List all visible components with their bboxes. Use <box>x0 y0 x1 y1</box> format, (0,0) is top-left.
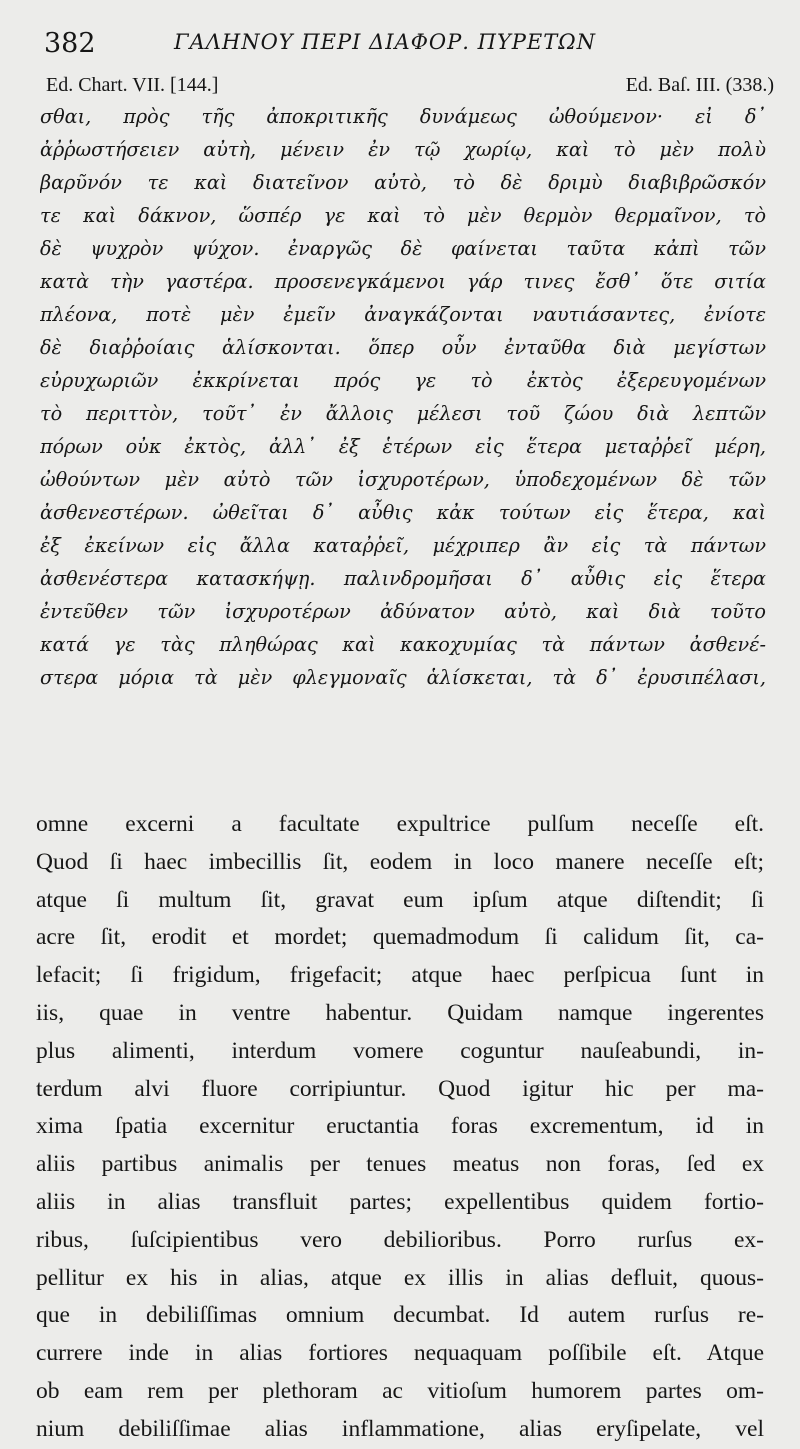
running-title: ΓΑΛΗΝΟΥ ΠΕΡΙ ΔΙΑΦΟΡ. ΠΥΡΕΤΩΝ <box>174 30 597 54</box>
greek-line: ἐξ ἐκείνων εἰς ἄλλα καταῤῥεῖ, μέχριπερ ἂν εἰς τὰ πάντων <box>40 534 766 557</box>
latin-line: ob eam rem per plethoram ac vitioſum humorem partes om- <box>36 1377 764 1404</box>
greek-line: πόρων οὐκ ἐκτὸς, ἀλλ᾽ ἐξ ἑτέρων εἰς ἕτερα μεταῤῥεῖ μέρη, <box>40 435 766 458</box>
latin-line: lefacit; ſi frigidum, frigefacit; atque haec perſpicua ſunt in <box>36 962 764 989</box>
latin-line: Quod ſi haec imbecillis ſit, eodem in loco manere neceſſe eſt; <box>36 848 764 875</box>
greek-text-block <box>40 100 766 694</box>
page-number: 382 <box>44 28 96 59</box>
latin-line: acre ſit, erodit et mordet; quemadmodum ſi calidum ſit, ca- <box>36 924 764 951</box>
greek-line: ἐντεῦθεν τῶν ἰσχυροτέρων ἀδύνατον αὐτὸ, καὶ διὰ τοῦτο <box>40 600 766 623</box>
latin-line: aliis partibus animalis per tenues meatus non foras, ſed ex <box>36 1151 764 1178</box>
latin-line: terdum alvi fluore corripiuntur. Quod igitur hic per ma- <box>36 1075 764 1102</box>
greek-line: ἀσθενέστερα κατασκήψῃ. παλινδρομῆσαι δ᾽ αὖθις εἰς ἕτερα <box>40 567 766 590</box>
latin-line: omne excerni a facultate expultrice pulſum neceſſe eſt. <box>36 811 764 837</box>
latin-line: que in debiliſſimas omnium decumbat. Id autem rurſus re- <box>36 1302 764 1329</box>
greek-line: στερα μόρια τὰ μὲν φλεγμοναῖς ἁλίσκεται, τὰ δ᾽ ἐρυσιπέλασι, <box>40 666 766 689</box>
latin-line: ribus, ſuſcipientibus vero debilioribus. Porro rurſus ex- <box>36 1226 764 1253</box>
latin-line: nium debiliſſimae alias inflammatione, alias eryſipelate, vel <box>36 1415 764 1442</box>
latin-text-block <box>36 806 764 1449</box>
greek-line: βαρῦνόν τε καὶ διατεῖνον αὐτὸ, τὸ δὲ δριμὺ διαβιβρῶσκόν <box>40 171 766 194</box>
greek-line: τε καὶ δάκνον, ὥσπέρ γε καὶ τὸ μὲν θερμὸν θερμαῖνον, τὸ <box>40 204 766 227</box>
greek-line: ἀῤῥωστήσειεν αὐτὴ, μένειν ἐν τῷ χωρίῳ, καὶ τὸ μὲν πολὺ <box>40 138 766 161</box>
greek-line: ὠθούντων μὲν αὐτὸ τῶν ἰσχυροτέρων, ὑποδεχομένων δὲ τῶν <box>40 468 766 491</box>
greek-line: εὐρυχωριῶν ἐκκρίνεται πρός γε τὸ ἐκτὸς ἐξερευγομένων <box>40 369 766 392</box>
edition-references <box>40 74 774 102</box>
latin-line: plus alimenti, interdum vomere coguntur nauſeabundi, in- <box>36 1037 764 1064</box>
latin-line: aliis in alias transfluit partes; expellentibus quidem fortio- <box>36 1188 764 1215</box>
greek-line: τὸ περιττὸν, τοῦτ᾽ ἐν ἄλλοις μέλεσι τοῦ ζώου διὰ λεπτῶν <box>40 402 766 425</box>
latin-line: currere inde in alias fortiores nequaquam poſſibile eſt. Atque <box>36 1340 764 1367</box>
edition-basel: Ed. Baſ. III. (338.) <box>625 74 774 96</box>
greek-line: δὲ ψυχρὸν ψύχον. ἐναργῶς δὲ φαίνεται ταῦτα κἀπὶ τῶν <box>40 237 766 260</box>
latin-line: iis, quae in ventre habentur. Quidam namque ingerentes <box>36 999 764 1026</box>
greek-line: δὲ διαῤῥοίαις ἁλίσκονται. ὅπερ οὖν ἐνταῦθα διὰ μεγίστων <box>40 336 766 359</box>
greek-line: σθαι, πρὸς τῆς ἀποκριτικῆς δυνάμεως ὠθούμενον· εἰ δ᾽ <box>40 105 766 128</box>
latin-line: atque ſi multum ſit, gravat eum ipſum atque diſtendit; ſi <box>36 886 764 913</box>
greek-line: πλέονα, ποτὲ μὲν ἐμεῖν ἀναγκάζονται ναυτιάσαντες, ἐνίοτε <box>40 303 766 326</box>
latin-line: pellitur ex his in alias, atque ex illis in alias defluit, quous- <box>36 1264 764 1291</box>
latin-line: xima ſpatia excernitur eructantia foras excrementum, id in <box>36 1113 764 1140</box>
running-head <box>44 24 756 64</box>
greek-line: ἀσθενεστέρων. ὠθεῖται δ᾽ αὖθις κἀκ τούτων εἰς ἕτερα, καὶ <box>40 501 766 524</box>
greek-line: κατά γε τὰς πληθώρας καὶ κακοχυμίας τὰ πάντων ἀσθενέ- <box>40 633 766 656</box>
greek-line: κατὰ τὴν γαστέρα. προσενεγκάμενοι γάρ τινες ἔσθ᾽ ὅτε σιτία <box>40 270 766 293</box>
edition-chartier: Ed. Chart. VII. [144.] <box>46 74 219 96</box>
